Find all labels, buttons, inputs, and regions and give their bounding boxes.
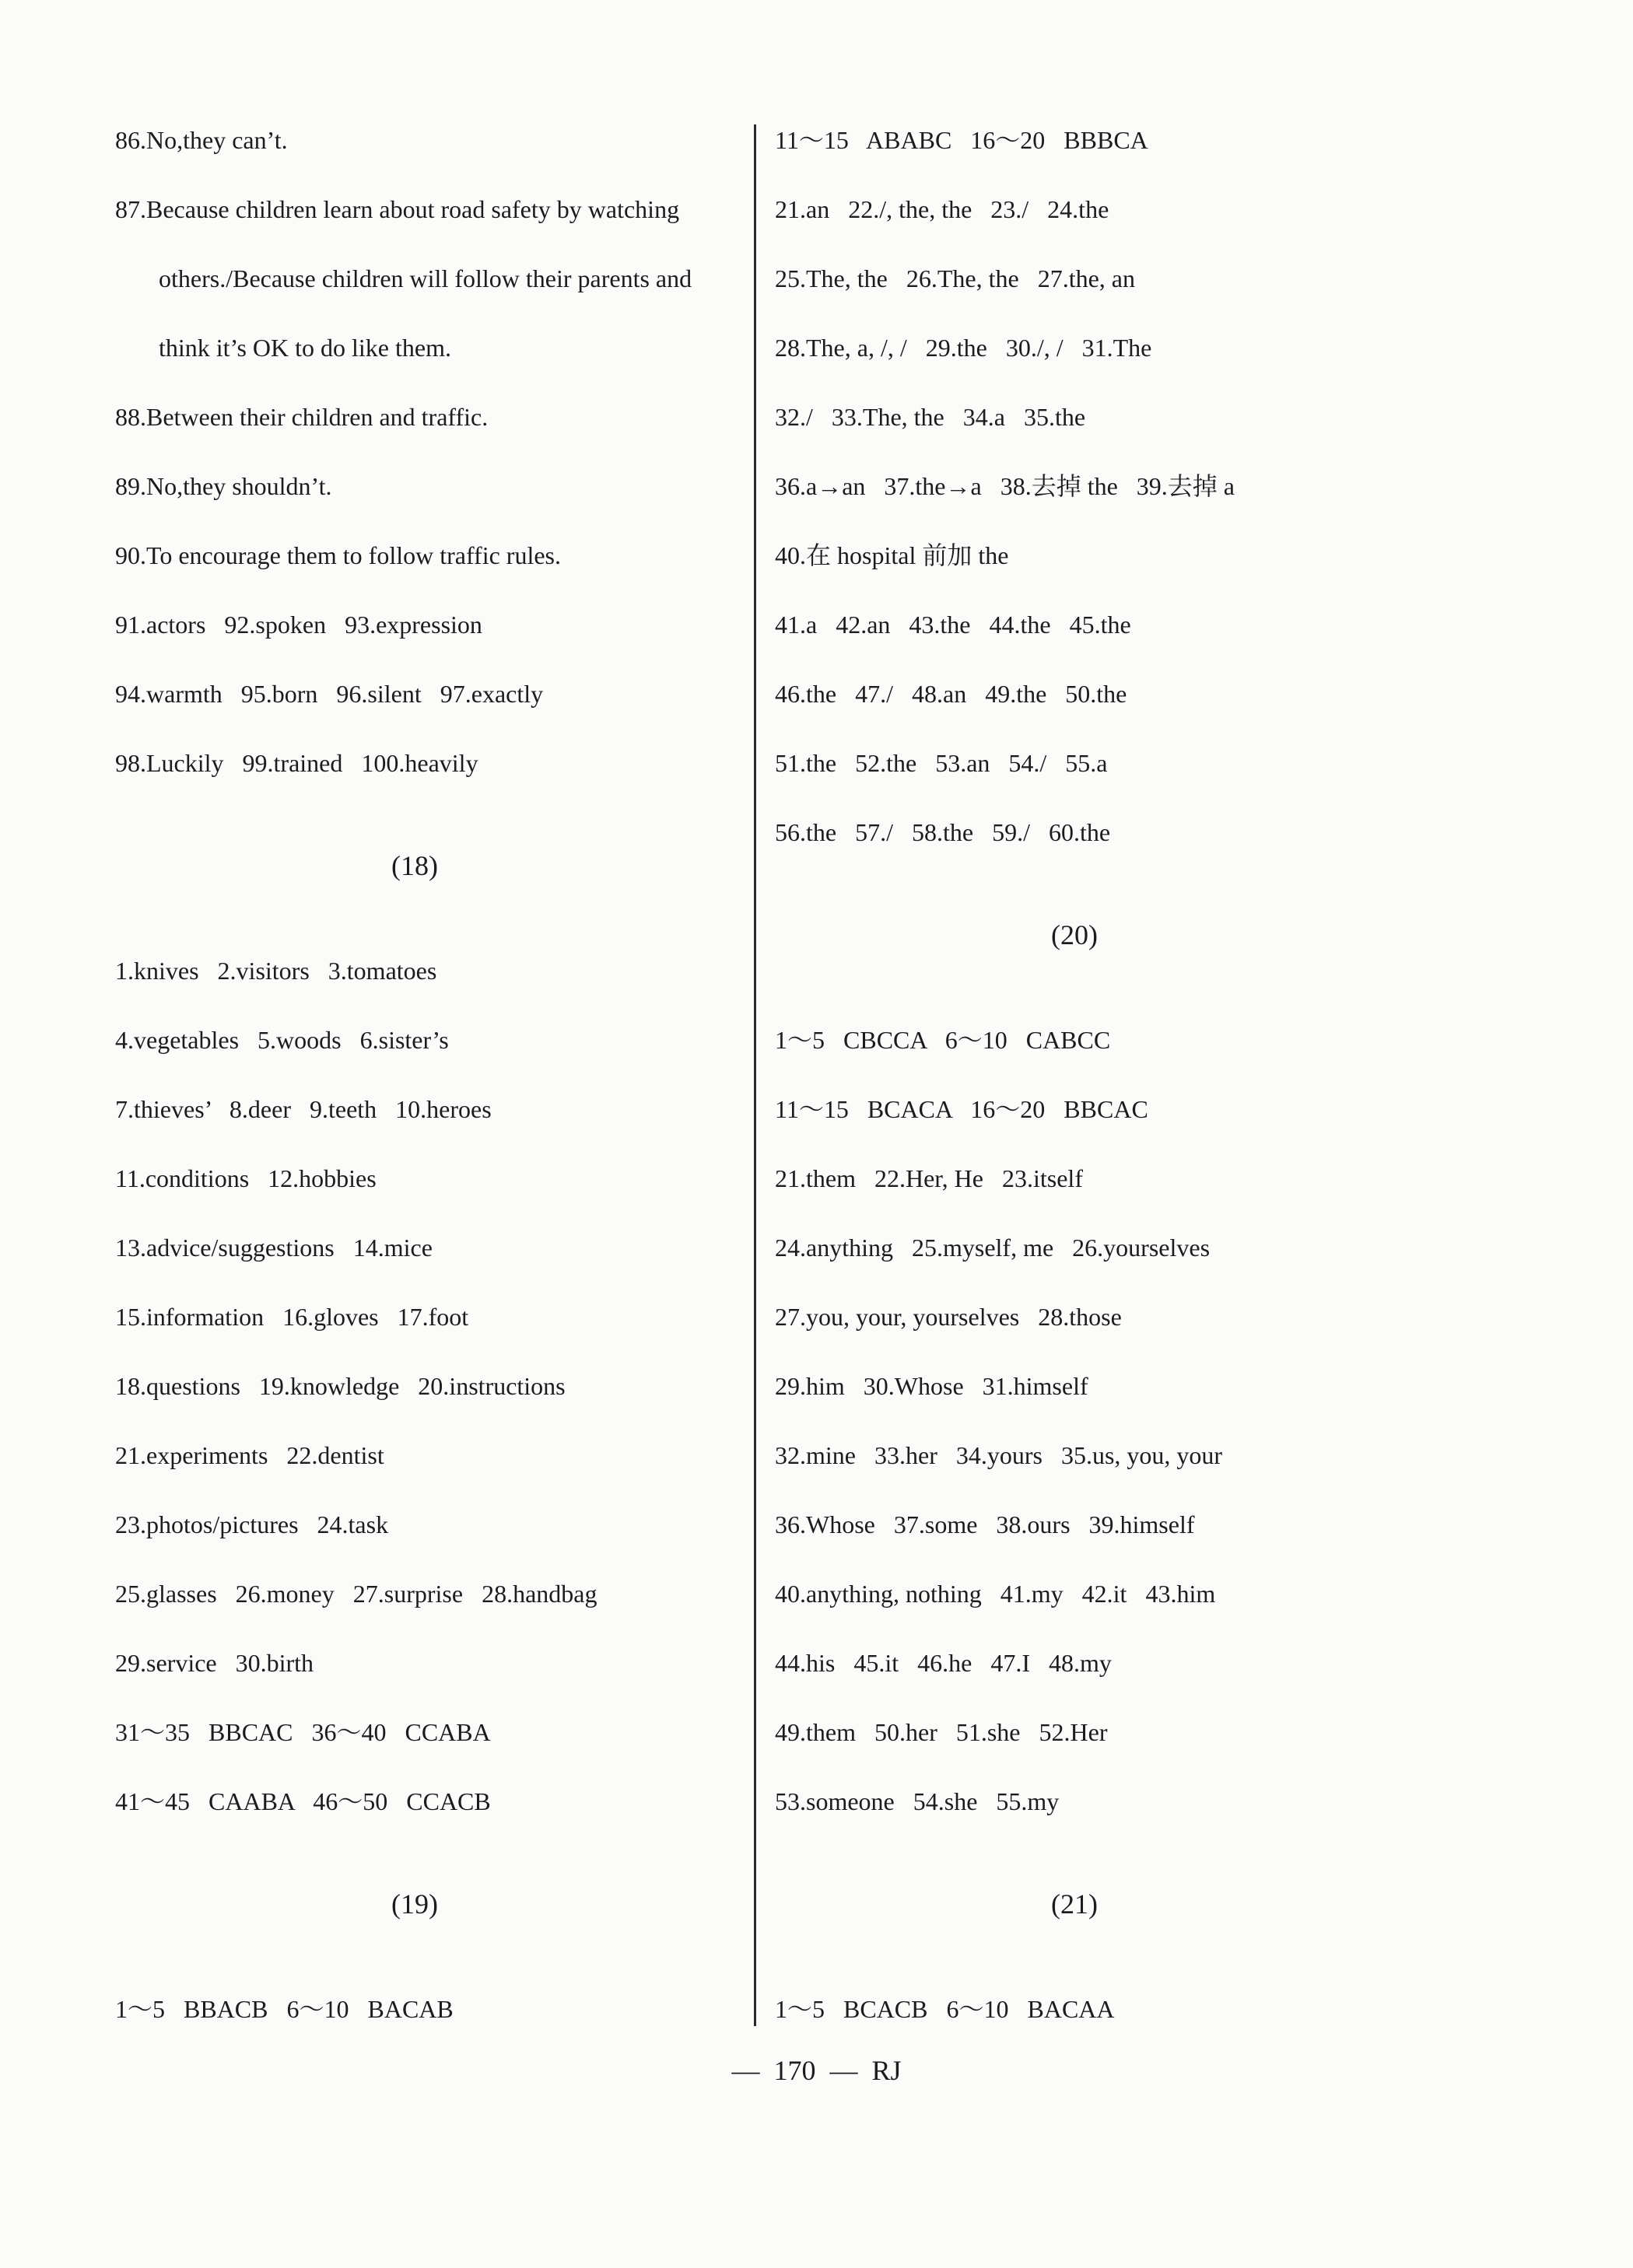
- answer-line: 15.information 16.gloves 17.foot: [115, 1303, 469, 1331]
- answer-line: 4.vegetables 5.woods 6.sister’s: [115, 1026, 449, 1054]
- section-heading-21: (21): [1051, 1888, 1098, 1920]
- answer-line: 41～45 CAABA 46～50 CCACB: [115, 1787, 491, 1815]
- answer-line: 46.the 47./ 48.an 49.the 50.the: [775, 680, 1127, 708]
- answer-line: 56.the 57./ 58.the 59./ 60.the: [775, 818, 1111, 846]
- answer-line: 25.glasses 26.money 27.surprise 28.handbag: [115, 1580, 597, 1608]
- answer-line: 90.To encourage them to follow traffic rules.: [115, 541, 561, 569]
- answer-line: 87.Because children learn about road safety by watching: [115, 195, 680, 223]
- answer-line: 44.his 45.it 46.he 47.I 48.my: [775, 1649, 1112, 1677]
- answer-line: 41.a 42.an 43.the 44.the 45.the: [775, 611, 1131, 639]
- answer-line: 36.a→an 37.the→a 38.去掉 the 39.去掉 a: [775, 472, 1235, 500]
- answer-line: 51.the 52.the 53.an 54./ 55.a: [775, 749, 1108, 777]
- answer-line: 18.questions 19.knowledge 20.instructions: [115, 1372, 566, 1400]
- answer-line: 23.photos/pictures 24.task: [115, 1510, 389, 1538]
- answer-line: 49.them 50.her 51.she 52.Her: [775, 1718, 1108, 1746]
- answer-line: 1.knives 2.visitors 3.tomatoes: [115, 957, 437, 985]
- answer-line: 1～5 BBACB 6～10 BACAB: [115, 1995, 454, 2023]
- answer-line: 89.No,they shouldn’t.: [115, 472, 332, 500]
- answer-line: 91.actors 92.spoken 93.expression: [115, 611, 482, 639]
- section-heading-19: (19): [391, 1888, 438, 1920]
- answer-line: 27.you, your, yourselves 28.those: [775, 1303, 1122, 1331]
- column-divider: [754, 124, 756, 2026]
- answer-line: 21.an 22./, the, the 23./ 24.the: [775, 195, 1109, 223]
- section-heading-20: (20): [1051, 919, 1098, 950]
- answer-line: 29.service 30.birth: [115, 1649, 314, 1677]
- answer-line: 13.advice/suggestions 14.mice: [115, 1234, 433, 1262]
- answer-line: 36.Whose 37.some 38.ours 39.himself: [775, 1510, 1195, 1538]
- answer-line: 11.conditions 12.hobbies: [115, 1164, 377, 1192]
- answer-line: 32.mine 33.her 34.yours 35.us, you, your: [775, 1441, 1223, 1469]
- answer-line: 40.anything, nothing 41.my 42.it 43.him: [775, 1580, 1216, 1608]
- answer-line: 11～15 BCACA 16～20 BBCAC: [775, 1095, 1148, 1123]
- section-heading-18: (18): [391, 850, 438, 881]
- answer-line: 40.在 hospital 前加 the: [775, 541, 1009, 569]
- answer-line: 1～5 CBCCA 6～10 CABCC: [775, 1026, 1111, 1054]
- answer-line: 21.them 22.Her, He 23.itself: [775, 1164, 1083, 1192]
- answer-line: 98.Luckily 99.trained 100.heavily: [115, 749, 478, 777]
- answer-line: 53.someone 54.she 55.my: [775, 1787, 1060, 1815]
- answer-line: 24.anything 25.myself, me 26.yourselves: [775, 1234, 1211, 1262]
- answer-line: 94.warmth 95.born 96.silent 97.exactly: [115, 680, 544, 708]
- answer-line: 32./ 33.The, the 34.a 35.the: [775, 403, 1086, 431]
- answer-line: 29.him 30.Whose 31.himself: [775, 1372, 1088, 1400]
- answer-line: think it’s OK to do like them.: [159, 334, 451, 362]
- answer-line: 7.thieves’ 8.deer 9.teeth 10.heroes: [115, 1095, 492, 1123]
- answer-line: 31～35 BBCAC 36～40 CCABA: [115, 1718, 491, 1746]
- answer-line: others./Because children will follow their parents and: [159, 264, 692, 292]
- answer-line: 86.No,they can’t.: [115, 126, 288, 154]
- answer-line: 11～15 ABABC 16～20 BBBCA: [775, 126, 1148, 154]
- answer-line: 21.experiments 22.dentist: [115, 1441, 384, 1469]
- page-footer: — 170 — RJ: [731, 2055, 902, 2086]
- answer-line: 1～5 BCACB 6～10 BACAA: [775, 1995, 1115, 2023]
- answer-line: 28.The, a, /, / 29.the 30./, / 31.The: [775, 334, 1152, 362]
- answer-line: 88.Between their children and traffic.: [115, 403, 489, 431]
- answer-line: 25.The, the 26.The, the 27.the, an: [775, 264, 1135, 292]
